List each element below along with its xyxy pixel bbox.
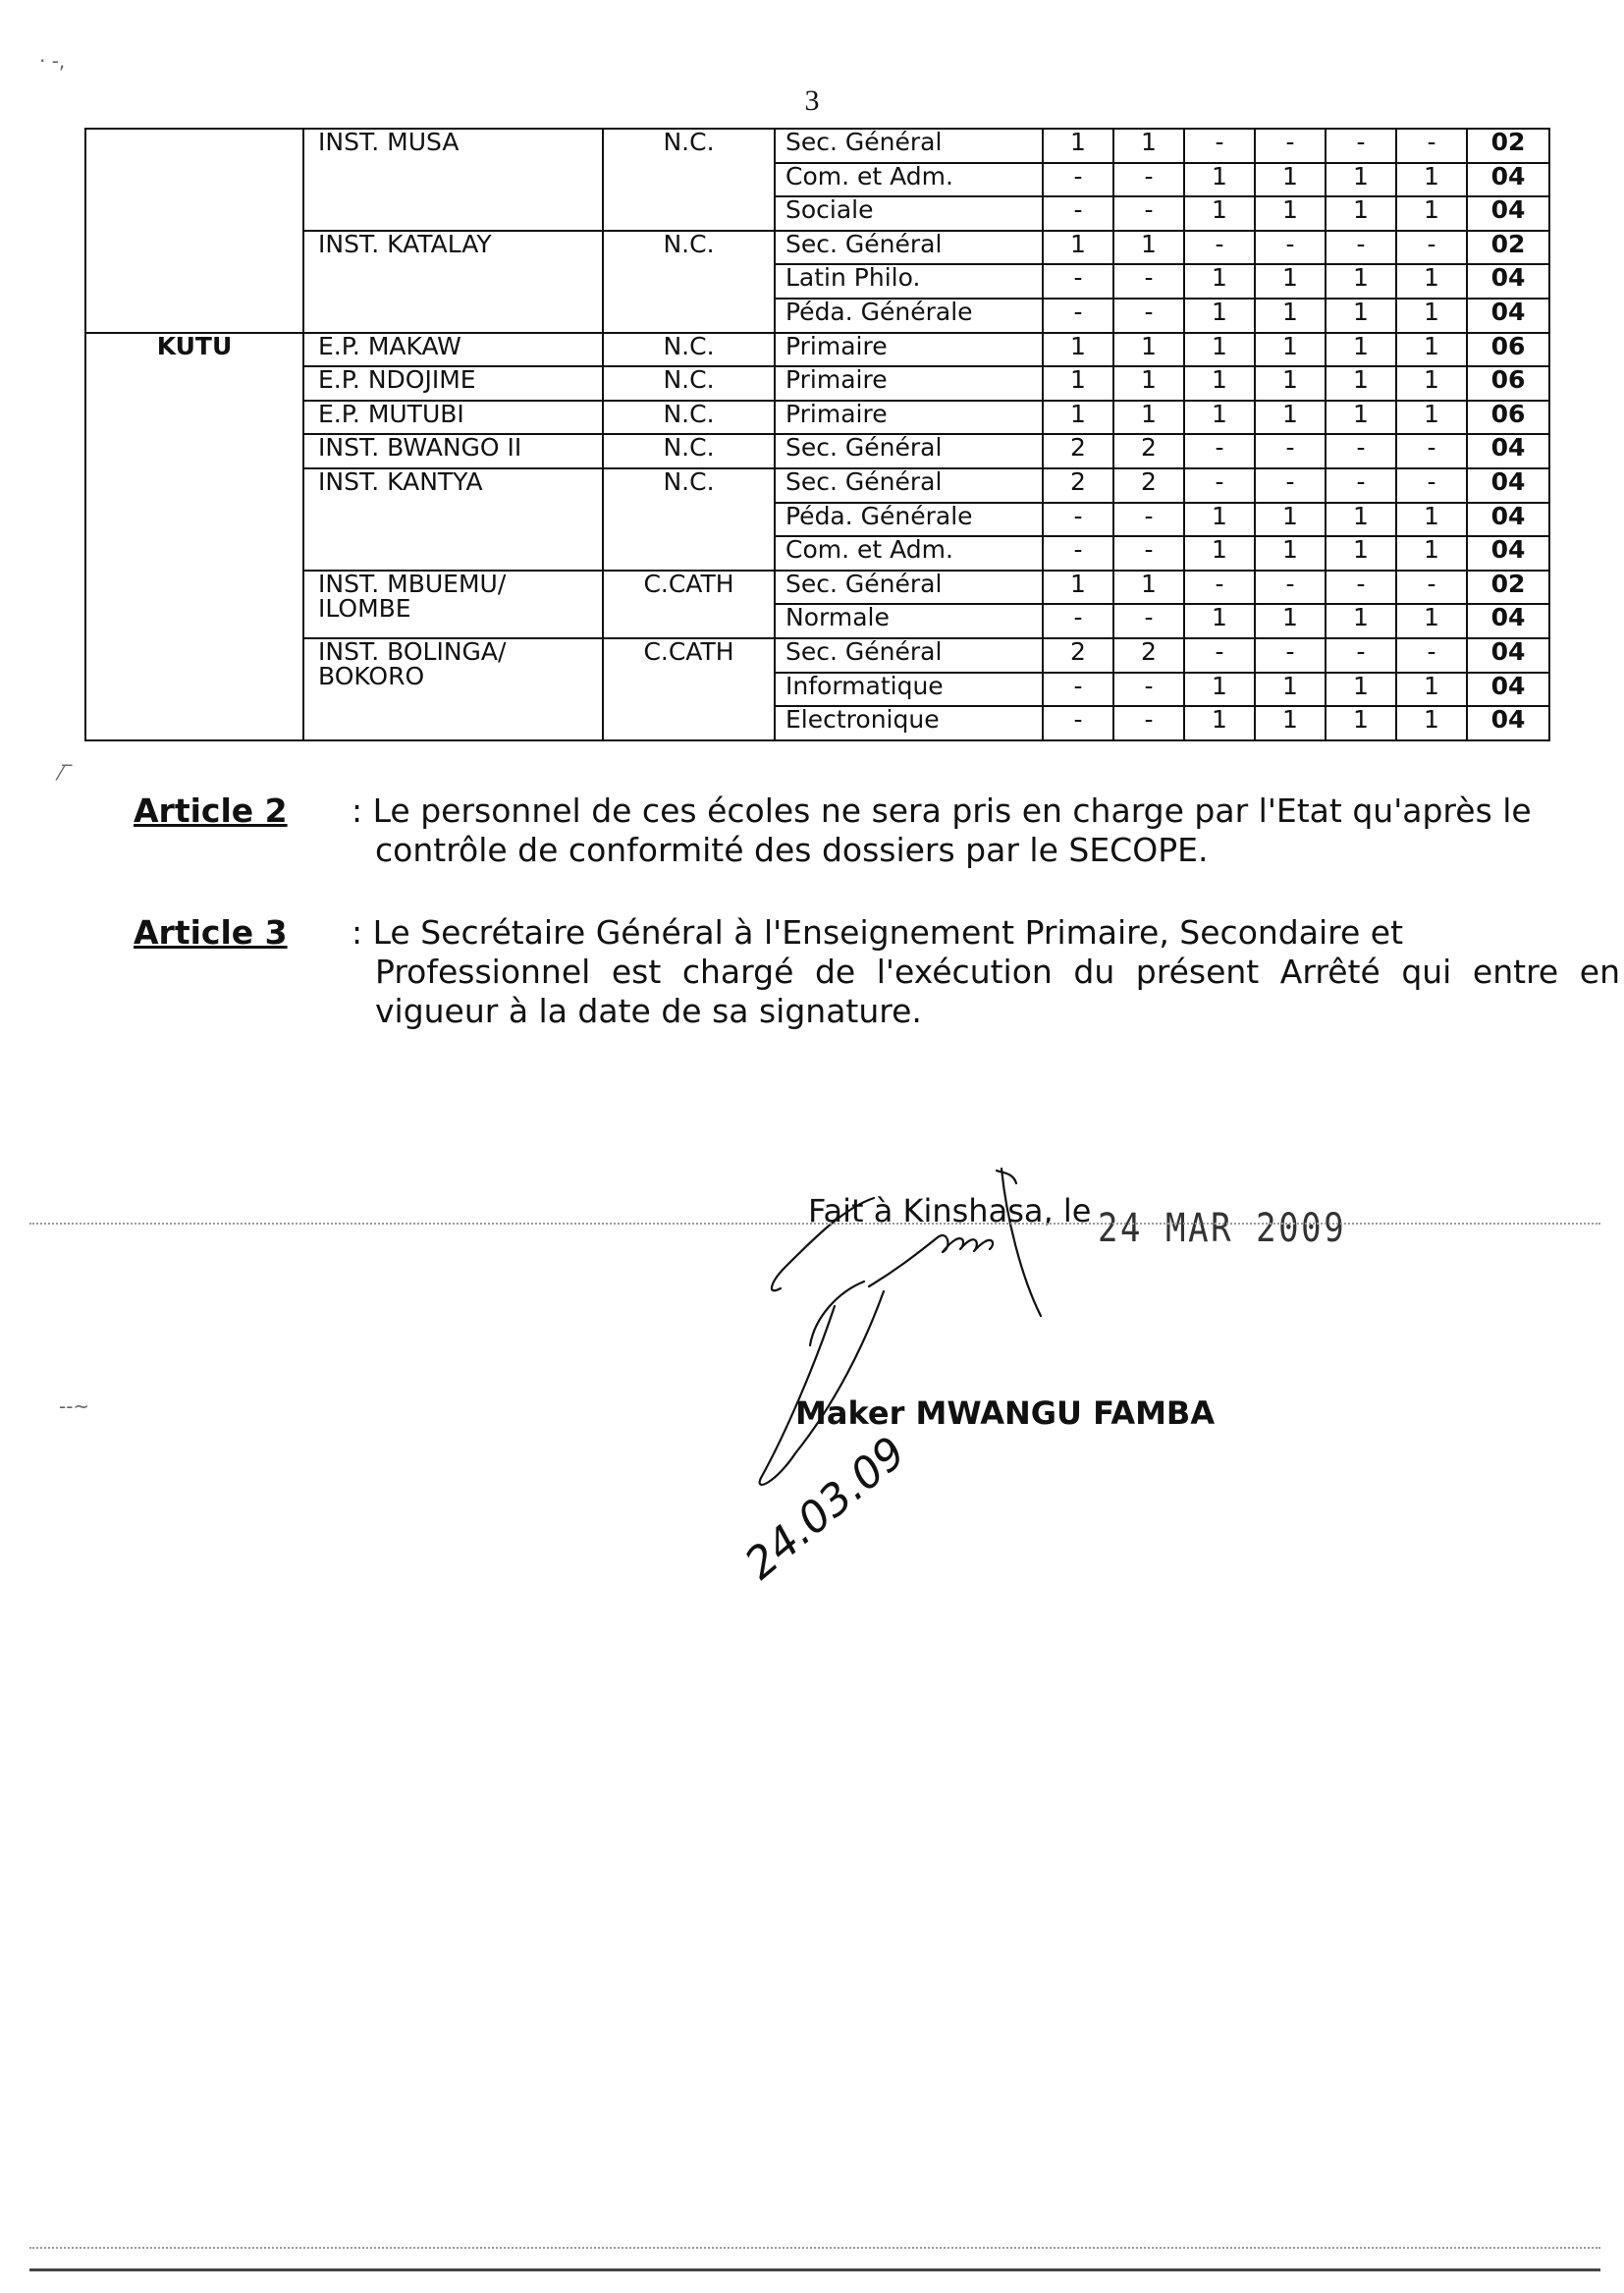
- article-text-line: vigueur à la date de sa signature.: [375, 992, 922, 1030]
- school-name-cell: [303, 401, 603, 435]
- page-bottom-rule: [29, 2268, 1600, 2271]
- article-text-line: : Le personnel de ces écoles ne sera pris en charge par l'Etat qu'après le: [352, 792, 1532, 830]
- grade-count-cell: 1: [1184, 604, 1255, 638]
- article-text-line: Professionnel est chargé de l'exécution du présent Arrêté qui entre en: [375, 953, 1620, 991]
- grade-count-cell: -: [1184, 571, 1255, 605]
- grade-count-cell: 1: [1396, 503, 1467, 537]
- grade-count-cell: 1: [1326, 366, 1396, 401]
- article-label: Article 3: [134, 913, 288, 952]
- handwritten-date: 24.03.09: [735, 1427, 916, 1590]
- total-cell: 06: [1467, 333, 1549, 367]
- article-text-line: : Le Secrétaire Général à l'Enseignement Primaire, Secondaire et: [352, 913, 1404, 952]
- school-name-line: INST. KATALAY: [318, 229, 492, 258]
- grade-count-cell: -: [1326, 231, 1396, 265]
- grade-count-cell: 1: [1396, 604, 1467, 638]
- grade-count-cell: 1: [1043, 401, 1113, 435]
- table-row: [85, 231, 1549, 265]
- grade-count-cell: -: [1113, 706, 1184, 740]
- section-cell: Com. et Adm.: [775, 536, 1043, 571]
- grade-count-cell: -: [1396, 231, 1467, 265]
- signoff-place: Fait à Kinshasa, le: [808, 1192, 1092, 1229]
- section-cell: Informatique: [775, 673, 1043, 707]
- grade-count-cell: 1: [1255, 401, 1326, 435]
- grade-count-cell: -: [1326, 571, 1396, 605]
- grade-count-cell: 1: [1184, 366, 1255, 401]
- grade-count-cell: 1: [1043, 571, 1113, 605]
- grade-count-cell: -: [1255, 638, 1326, 673]
- school-name-line: E.P. NDOJIME: [318, 365, 476, 395]
- grade-count-cell: -: [1043, 196, 1113, 231]
- status-cell: N.C.: [603, 468, 775, 571]
- table-row: [85, 638, 1549, 673]
- section-cell: Sociale: [775, 196, 1043, 231]
- grade-count-cell: -: [1113, 264, 1184, 299]
- grade-count-cell: 1: [1255, 673, 1326, 707]
- grade-count-cell: 1: [1043, 366, 1113, 401]
- school-name-line: ILOMBE: [318, 593, 411, 623]
- grade-count-cell: 1: [1326, 706, 1396, 740]
- school-name-line: INST. BOLINGA/: [318, 636, 507, 666]
- grade-count-cell: 2: [1113, 434, 1184, 468]
- grade-count-cell: 1: [1396, 706, 1467, 740]
- grade-count-cell: -: [1043, 706, 1113, 740]
- section-cell: Sec. Général: [775, 571, 1043, 605]
- total-cell: 04: [1467, 536, 1549, 571]
- grade-count-cell: 1: [1184, 673, 1255, 707]
- grade-count-cell: 1: [1113, 401, 1184, 435]
- grade-count-cell: -: [1043, 536, 1113, 571]
- grade-count-cell: 1: [1255, 706, 1326, 740]
- scan-speck: ⁄‾: [59, 761, 73, 785]
- total-cell: 04: [1467, 706, 1549, 740]
- school-name-cell: [303, 571, 603, 638]
- total-cell: 02: [1467, 231, 1549, 265]
- grade-count-cell: -: [1184, 468, 1255, 503]
- grade-count-cell: 1: [1396, 196, 1467, 231]
- section-cell: Sec. Général: [775, 129, 1043, 163]
- grade-count-cell: 1: [1326, 264, 1396, 299]
- grade-count-cell: -: [1396, 638, 1467, 673]
- total-cell: 02: [1467, 129, 1549, 163]
- section-cell: Péda. Générale: [775, 503, 1043, 537]
- total-cell: 04: [1467, 196, 1549, 231]
- grade-count-cell: 1: [1255, 196, 1326, 231]
- status-cell: N.C.: [603, 434, 775, 468]
- grade-count-cell: 1: [1184, 503, 1255, 537]
- total-cell: 02: [1467, 571, 1549, 605]
- grade-count-cell: 1: [1255, 299, 1326, 333]
- grade-count-cell: 1: [1326, 196, 1396, 231]
- grade-count-cell: -: [1326, 468, 1396, 503]
- total-cell: 04: [1467, 434, 1549, 468]
- grade-count-cell: -: [1184, 231, 1255, 265]
- grade-count-cell: -: [1255, 129, 1326, 163]
- school-name-line: INST. MBUEMU/: [318, 569, 507, 598]
- scan-artifact-line: [29, 2247, 1600, 2249]
- section-cell: Péda. Générale: [775, 299, 1043, 333]
- total-cell: 06: [1467, 401, 1549, 435]
- school-name-line: INST. KANTYA: [318, 466, 483, 496]
- grade-count-cell: 1: [1396, 264, 1467, 299]
- section-cell: Sec. Général: [775, 231, 1043, 265]
- total-cell: 04: [1467, 264, 1549, 299]
- grade-count-cell: -: [1255, 468, 1326, 503]
- grade-count-cell: -: [1396, 434, 1467, 468]
- total-cell: 04: [1467, 468, 1549, 503]
- grade-count-cell: 1: [1184, 706, 1255, 740]
- grade-count-cell: 2: [1043, 638, 1113, 673]
- grade-count-cell: -: [1113, 673, 1184, 707]
- grade-count-cell: 1: [1326, 299, 1396, 333]
- scan-speck: · ‐,: [39, 49, 66, 73]
- grade-count-cell: 1: [1184, 536, 1255, 571]
- grade-count-cell: 1: [1255, 536, 1326, 571]
- table-row: [85, 333, 1549, 367]
- grade-count-cell: -: [1113, 163, 1184, 197]
- grade-count-cell: -: [1113, 196, 1184, 231]
- school-name-cell: [303, 434, 603, 468]
- grade-count-cell: 1: [1396, 299, 1467, 333]
- grade-count-cell: -: [1255, 434, 1326, 468]
- grade-count-cell: -: [1043, 163, 1113, 197]
- grade-count-cell: -: [1113, 503, 1184, 537]
- status-cell: N.C.: [603, 366, 775, 401]
- total-cell: 04: [1467, 604, 1549, 638]
- table-row: [85, 468, 1549, 503]
- grade-count-cell: -: [1326, 434, 1396, 468]
- table-row: [85, 129, 1549, 163]
- grade-count-cell: 1: [1184, 299, 1255, 333]
- section-cell: Com. et Adm.: [775, 163, 1043, 197]
- grade-count-cell: 1: [1255, 503, 1326, 537]
- section-cell: Sec. Général: [775, 638, 1043, 673]
- total-cell: 06: [1467, 366, 1549, 401]
- page-number: 3: [804, 84, 820, 117]
- grade-count-cell: 2: [1043, 468, 1113, 503]
- school-name-line: BOKORO: [318, 661, 425, 690]
- grade-count-cell: 1: [1326, 673, 1396, 707]
- total-cell: 04: [1467, 638, 1549, 673]
- status-cell: N.C.: [603, 129, 775, 231]
- grade-count-cell: -: [1043, 604, 1113, 638]
- school-name-cell: [303, 333, 603, 367]
- grade-count-cell: 1: [1396, 163, 1467, 197]
- grade-count-cell: 1: [1326, 401, 1396, 435]
- status-cell: N.C.: [603, 231, 775, 333]
- grade-count-cell: -: [1326, 638, 1396, 673]
- grade-count-cell: -: [1396, 468, 1467, 503]
- grade-count-cell: 1: [1326, 163, 1396, 197]
- area-cell: [85, 129, 303, 333]
- school-name-line: INST. MUSA: [318, 128, 460, 156]
- grade-count-cell: -: [1184, 129, 1255, 163]
- grade-count-cell: 1: [1396, 673, 1467, 707]
- date-stamp: 24 MAR 2009: [1098, 1206, 1347, 1251]
- grade-count-cell: 1: [1326, 333, 1396, 367]
- school-name-line: INST. BWANGO II: [318, 433, 522, 463]
- status-cell: C.CATH: [603, 638, 775, 740]
- grade-count-cell: 1: [1255, 163, 1326, 197]
- grade-count-cell: -: [1113, 604, 1184, 638]
- grade-count-cell: 1: [1184, 401, 1255, 435]
- grade-count-cell: 1: [1255, 366, 1326, 401]
- grade-count-cell: 1: [1043, 129, 1113, 163]
- section-cell: Primaire: [775, 401, 1043, 435]
- grade-count-cell: 1: [1113, 231, 1184, 265]
- status-cell: C.CATH: [603, 571, 775, 638]
- school-name-cell: [303, 638, 603, 740]
- grade-count-cell: 1: [1396, 536, 1467, 571]
- grade-count-cell: 1: [1396, 366, 1467, 401]
- grade-count-cell: 2: [1113, 468, 1184, 503]
- grade-count-cell: -: [1043, 503, 1113, 537]
- grade-count-cell: -: [1396, 571, 1467, 605]
- grade-count-cell: -: [1396, 129, 1467, 163]
- scan-artifact-line: [29, 1223, 1600, 1225]
- grade-count-cell: 1: [1255, 604, 1326, 638]
- total-cell: 04: [1467, 163, 1549, 197]
- grade-count-cell: 2: [1043, 434, 1113, 468]
- grade-count-cell: -: [1043, 673, 1113, 707]
- school-name-line: E.P. MAKAW: [318, 331, 461, 360]
- section-cell: Sec. Général: [775, 434, 1043, 468]
- table-row: [85, 366, 1549, 401]
- total-cell: 04: [1467, 503, 1549, 537]
- grade-count-cell: 1: [1326, 503, 1396, 537]
- total-cell: 04: [1467, 299, 1549, 333]
- section-cell: Latin Philo.: [775, 264, 1043, 299]
- signer-name: Maker MWANGU FAMBA: [795, 1394, 1216, 1432]
- grade-count-cell: 1: [1326, 604, 1396, 638]
- section-cell: Primaire: [775, 333, 1043, 367]
- grade-count-cell: 1: [1255, 264, 1326, 299]
- section-cell: Normale: [775, 604, 1043, 638]
- grade-count-cell: 1: [1184, 196, 1255, 231]
- grade-count-cell: 1: [1113, 571, 1184, 605]
- grade-count-cell: 1: [1113, 366, 1184, 401]
- status-cell: N.C.: [603, 333, 775, 367]
- school-name-cell: [303, 129, 603, 231]
- grade-count-cell: 1: [1113, 129, 1184, 163]
- grade-count-cell: 1: [1184, 333, 1255, 367]
- status-cell: N.C.: [603, 401, 775, 435]
- school-name-line: E.P. MUTUBI: [318, 399, 464, 428]
- grade-count-cell: 1: [1396, 333, 1467, 367]
- grade-count-cell: -: [1043, 299, 1113, 333]
- grade-count-cell: 1: [1043, 333, 1113, 367]
- schools-table: [84, 128, 1550, 741]
- grade-count-cell: -: [1043, 264, 1113, 299]
- grade-count-cell: -: [1113, 299, 1184, 333]
- total-cell: 04: [1467, 673, 1549, 707]
- school-name-cell: [303, 366, 603, 401]
- grade-count-cell: 1: [1396, 401, 1467, 435]
- article-text-line: contrôle de conformité des dossiers par le SECOPE.: [375, 831, 1209, 869]
- section-cell: Electronique: [775, 706, 1043, 740]
- scan-speck: -‐~: [59, 1394, 90, 1418]
- school-name-cell: [303, 468, 603, 571]
- grade-count-cell: 1: [1326, 536, 1396, 571]
- school-name-cell: [303, 231, 603, 333]
- article-label: Article 2: [134, 792, 288, 830]
- grade-count-cell: -: [1326, 129, 1396, 163]
- table-row: [85, 571, 1549, 605]
- grade-count-cell: 1: [1184, 264, 1255, 299]
- handwritten-signature: [735, 1159, 1306, 1620]
- table-row: [85, 401, 1549, 435]
- grade-count-cell: 1: [1255, 333, 1326, 367]
- grade-count-cell: -: [1255, 231, 1326, 265]
- grade-count-cell: -: [1184, 434, 1255, 468]
- grade-count-cell: -: [1255, 571, 1326, 605]
- section-cell: Sec. Général: [775, 468, 1043, 503]
- grade-count-cell: 1: [1113, 333, 1184, 367]
- table-row: [85, 434, 1549, 468]
- grade-count-cell: -: [1184, 638, 1255, 673]
- area-cell: KUTU: [85, 333, 303, 740]
- grade-count-cell: -: [1113, 536, 1184, 571]
- grade-count-cell: 2: [1113, 638, 1184, 673]
- section-cell: Primaire: [775, 366, 1043, 401]
- grade-count-cell: 1: [1184, 163, 1255, 197]
- grade-count-cell: 1: [1043, 231, 1113, 265]
